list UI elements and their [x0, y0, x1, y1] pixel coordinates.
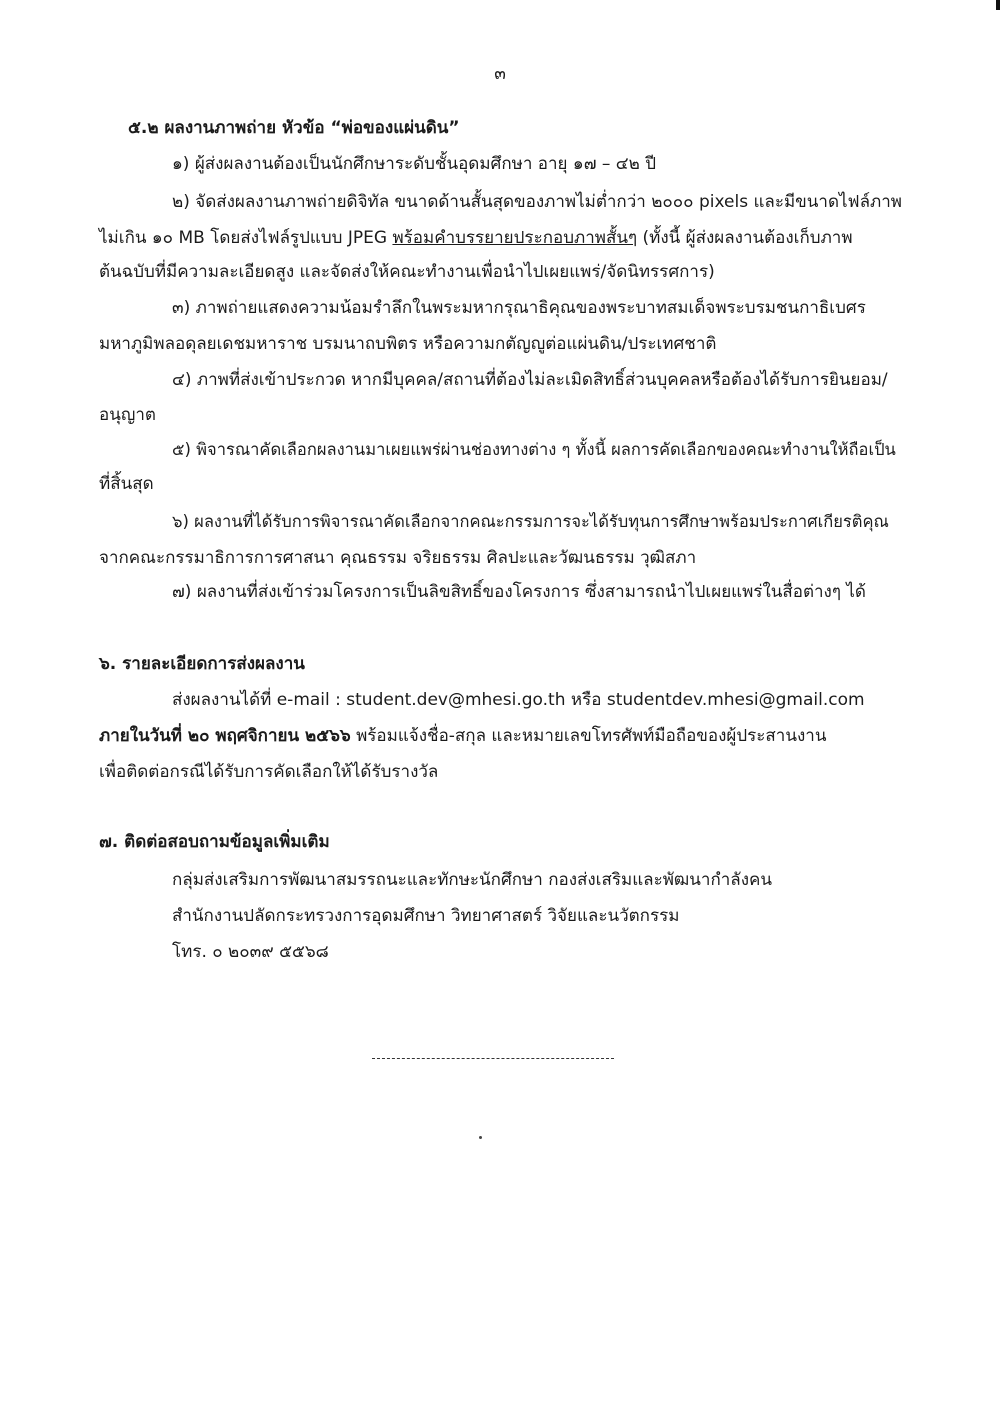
submit-email-line: ส่งผลงานได้ที่ e-mail : student.dev@mhesi.go.th หรือ studentdev.mhesi@gmail.com [172, 690, 865, 710]
contact-phone: โทร. ๐ ๒๐๓๙ ๕๕๖๘ [172, 942, 329, 962]
deadline-line [99, 724, 826, 748]
item-1: ๑) ผู้ส่งผลงานต้องเป็นนักศึกษาระดับชั้นอุดมศึกษา อายุ ๑๗ – ๔๒ ปี [172, 154, 657, 174]
deadline-rest: พร้อมแจ้งชื่อ-สกุล และหมายเลขโทรศัพท์มือถือของผู้ประสานงาน [350, 726, 827, 746]
item-2-underlined: พร้อมคำบรรยายประกอบภาพสั้นๆ [392, 228, 638, 248]
item-6-line-1: ๖) ผลงานที่ได้รับการพิจารณาคัดเลือกจากคณะกรรมการจะได้รับทุนการศึกษาพร้อมประกาศเกียรติคุณ [172, 512, 889, 531]
item-2-text-b: (ทั้งนี้ ผู้ส่งผลงานต้องเก็บภาพ [637, 228, 853, 248]
contact-org-line-1: กลุ่มส่งเสริมการพัฒนาสมรรถนะและทักษะนักศึกษา กองส่งเสริมและพัฒนากำลังคน [172, 870, 772, 890]
item-5-line-1: ๕) พิจารณาคัดเลือกผลงานมาเผยแพร่ผ่านช่องทางต่าง ๆ ทั้งนี้ ผลการคัดเลือกของคณะทำงานให้ถือเป็น [172, 440, 896, 459]
item-7: ๗) ผลงานที่ส่งเข้าร่วมโครงการเป็นลิขสิทธิ์ของโครงการ ซึ่งสามารถนำไปเผยแพร่ในสื่อต่างๆ ได้ [172, 582, 866, 602]
item-2-line-3: ต้นฉบับที่มีความละเอียดสูง และจัดส่งให้คณะทำงานเพื่อนำไปเผยแพร่/จัดนิทรรศการ) [99, 262, 715, 282]
scan-speck [479, 1136, 482, 1139]
item-3-line-2: มหาภูมิพลอดุลยเดชมหาราช บรมนาถบพิตร หรือความกตัญญูต่อแผ่นดิน/ประเทศชาติ [99, 334, 717, 354]
section-7-heading: ๗. ติดต่อสอบถามข้อมูลเพิ่มเติม [99, 832, 330, 852]
section-5-2-heading: ๕.๒ ผลงานภาพถ่าย หัวข้อ “พ่อของแผ่นดิน” [128, 118, 460, 138]
item-2-line-1: ๒) จัดส่งผลงานภาพถ่ายดิจิทัล ขนาดด้านสั้นสุดของภาพไม่ต่ำกว่า ๒๐๐๐ pixels และมีขนาดไฟล์ภาพ [172, 192, 902, 212]
scan-mark [996, 0, 1000, 10]
contact-purpose-line: เพื่อติดต่อกรณีได้รับการคัดเลือกให้ได้รับรางวัล [99, 762, 439, 782]
contact-org-line-2: สำนักงานปลัดกระทรวงการอุดมศึกษา วิทยาศาสตร์ วิจัยและนวัตกรรม [172, 906, 680, 926]
item-5-line-2: ที่สิ้นสุด [99, 474, 154, 494]
item-2-line-2 [99, 226, 853, 250]
item-6-line-2: จากคณะกรรมาธิการการศาสนา คุณธรรม จริยธรรม ศิลปะและวัฒนธรรม วุฒิสภา [99, 548, 697, 568]
item-3-line-1: ๓) ภาพถ่ายแสดงความน้อมรำลึกในพระมหากรุณาธิคุณของพระบาทสมเด็จพระบรมชนกาธิเบศร [172, 298, 866, 318]
page-number: ๓ [494, 64, 506, 84]
deadline-date: ภายในวันที่ ๒๐ พฤศจิกายน ๒๕๖๖ [99, 726, 351, 746]
end-separator [372, 1058, 614, 1059]
item-4-line-1: ๔) ภาพที่ส่งเข้าประกวด หากมีบุคคล/สถานที่ต้องไม่ละเมิดสิทธิ์ส่วนบุคคลหรือต้องได้รับการยินยอม/ [172, 370, 888, 390]
section-6-heading: ๖. รายละเอียดการส่งผลงาน [99, 654, 305, 674]
item-2-text-a: ไม่เกิน ๑๐ MB โดยส่งไฟล์รูปแบบ JPEG [99, 228, 393, 248]
item-4-line-2: อนุญาต [99, 405, 156, 425]
